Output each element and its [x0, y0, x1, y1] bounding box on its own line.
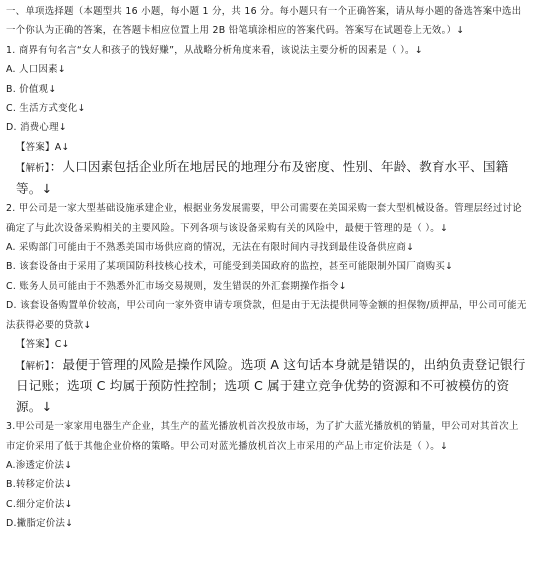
question-2-option-c: C. 账务人员可能由于不熟悉外汇市场交易规则，发生错误的外汇套期操作指令↓: [6, 280, 347, 292]
analysis-tag: 【解析】: [16, 360, 50, 372]
question-2-stem: 2. 甲公司是一家大型基础设施承建企业，根据业务发展需要，甲公司需要在美国采购一套大型机械设备。管理层经过讨论确定了与此次设备采购相关的主要风险。下列各项与该设备采购有关的风险中，最便于管理的是（ ）。↓: [6, 203, 522, 234]
section-heading: 一、单项选择题（本题型共 16 小题，每小题 1 分，共 16 分。每小题只有一个正确答案，请从每小题的备选答案中选出一个你认为正确的答案，在答题卡相应位置上用 2B 铅笔填涂相应的答案代码。答案写在试题卷上无效。）↓: [6, 6, 522, 37]
question-2-answer: 【答案】C↓: [16, 339, 70, 351]
question-3-option-a: A.渗透定价法↓: [6, 459, 73, 471]
question-1-analysis: [6, 157, 527, 199]
question-3: [6, 417, 527, 533]
analysis-text: ：人口因素包括企业所在地居民的地理分布及密度、性别、年龄、教育水平、国籍等。↓: [16, 159, 509, 196]
question-1: [6, 41, 527, 199]
question-1-option-d: D. 消费心理↓: [6, 122, 67, 134]
question-2-option-d: D. 该套设备购置单价较高，甲公司向一家外资申请专项贷款，但是由于无法提供同等金额的担保物/质押品，甲公司可能无法获得必要的贷款↓: [6, 300, 527, 331]
analysis-tag: 【解析】: [16, 163, 50, 175]
question-2-analysis: [6, 355, 527, 418]
question-2-option-a: A. 采购部门可能由于不熟悉美国市场供应商的情况，无法在有限时间内寻找到最佳设备供应商↓: [6, 242, 415, 254]
question-3-stem: 3.甲公司是一家家用电器生产企业，其生产的蓝光播放机首次投放市场，为了扩大蓝光播放机的销量，甲公司对其首次上市定价采用了低于其他企业价格的策略。甲公司对蓝光播放机首次上市采用的产品上市定价法是（ ）。↓: [6, 421, 519, 452]
question-3-option-d: D.撇脂定价法↓: [6, 518, 74, 530]
question-1-option-c: C. 生活方式变化↓: [6, 103, 86, 115]
question-1-answer: 【答案】A↓: [16, 141, 70, 153]
question-1-option-a: A. 人口因素↓: [6, 64, 66, 76]
analysis-text: ：最便于管理的风险是操作风险。选项 A 这句话本身就是错误的，出纳负责登记银行日记账；选项 C 均属于预防性控制；选项 C 属于建立竞争优势的资源和不可被模仿的资源。↓: [16, 356, 526, 414]
question-1-option-b: B. 价值观↓: [6, 83, 57, 95]
question-1-stem: 1. 商界有句名言“女人和孩子的钱好赚”，从战略分析角度来看，该说法主要分析的因素是（ ）。↓: [6, 44, 423, 56]
question-3-option-b: B.转移定价法↓: [6, 479, 73, 491]
question-3-option-c: C.细分定价法↓: [6, 498, 73, 510]
question-2-option-b: B. 该套设备由于采用了某项国防科技核心技术，可能受到美国政府的监控，甚至可能限制外国厂商购买↓: [6, 261, 454, 273]
question-2: [6, 199, 527, 417]
